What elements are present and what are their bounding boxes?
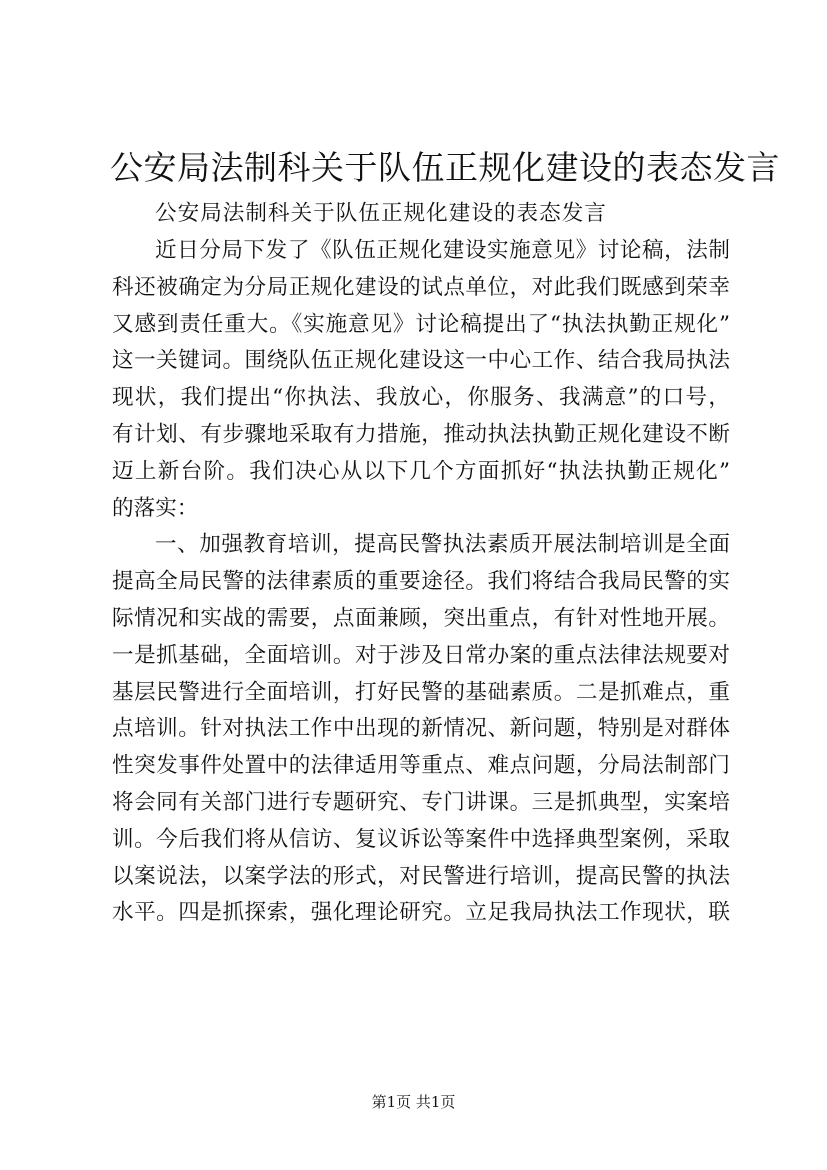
paragraph-line: 以案说法，以案学法的形式，对民警进行培训，提高民警的执法 <box>112 863 730 889</box>
paragraph-line: 训。今后我们将从信访、复议诉讼等案件中选择典型案例，采取 <box>112 826 730 852</box>
paragraph-line: 又感到责任重大。《实施意见》讨论稿提出了“执法执勤正规化” <box>112 311 730 337</box>
paragraph-line: 的落实： <box>112 495 199 521</box>
document-title: 公安局法制科关于队伍正规化建设的表态发言 <box>110 148 780 187</box>
paragraph-line: 基层民警进行全面培训，打好民警的基础素质。二是抓难点，重 <box>112 679 730 705</box>
page-footer: 第1页 共1页 <box>371 1093 456 1111</box>
paragraph-line: 一是抓基础，全面培训。对于涉及日常办案的重点法律法规要对 <box>112 642 730 668</box>
paragraph-line: 一、加强教育培训，提高民警执法素质开展法制培训是全面 <box>155 532 730 558</box>
document-subtitle: 公安局法制科关于队伍正规化建设的表态发言 <box>155 201 607 226</box>
paragraph-line: 际情况和实战的需要，点面兼顾，突出重点，有针对性地开展。 <box>112 605 730 631</box>
paragraph-line: 科还被确定为分局正规化建设的试点单位，对此我们既感到荣幸 <box>112 274 730 300</box>
paragraph-line: 有计划、有步骤地采取有力措施，推动执法执勤正规化建设不断 <box>112 421 730 447</box>
paragraph-line: 将会同有关部门进行专题研究、专门讲课。三是抓典型，实案培 <box>112 789 730 815</box>
paragraph-line: 这一关键词。围绕队伍正规化建设这一中心工作、结合我局执法 <box>112 348 730 374</box>
paragraph-line: 现状，我们提出“你执法、我放心，你服务、我满意”的口号， <box>112 385 730 411</box>
paragraph-line: 点培训。针对执法工作中出现的新情况、新问题，特别是对群体 <box>112 716 730 742</box>
document-body <box>112 233 730 932</box>
paragraph-line: 性突发事件处置中的法律适用等重点、难点问题，分局法制部门 <box>112 753 730 779</box>
paragraph-line: 迈上新台阶。我们决心从以下几个方面抓好“执法执勤正规化” <box>112 458 730 484</box>
paragraph-line: 近日分局下发了《队伍正规化建设实施意见》讨论稿，法制 <box>155 238 730 263</box>
paragraph-line: 水平。四是抓探索，强化理论研究。立足我局执法工作现状，联 <box>112 900 730 926</box>
paragraph-line: 提高全局民警的法律素质的重要途径。我们将结合我局民警的实 <box>112 569 730 595</box>
